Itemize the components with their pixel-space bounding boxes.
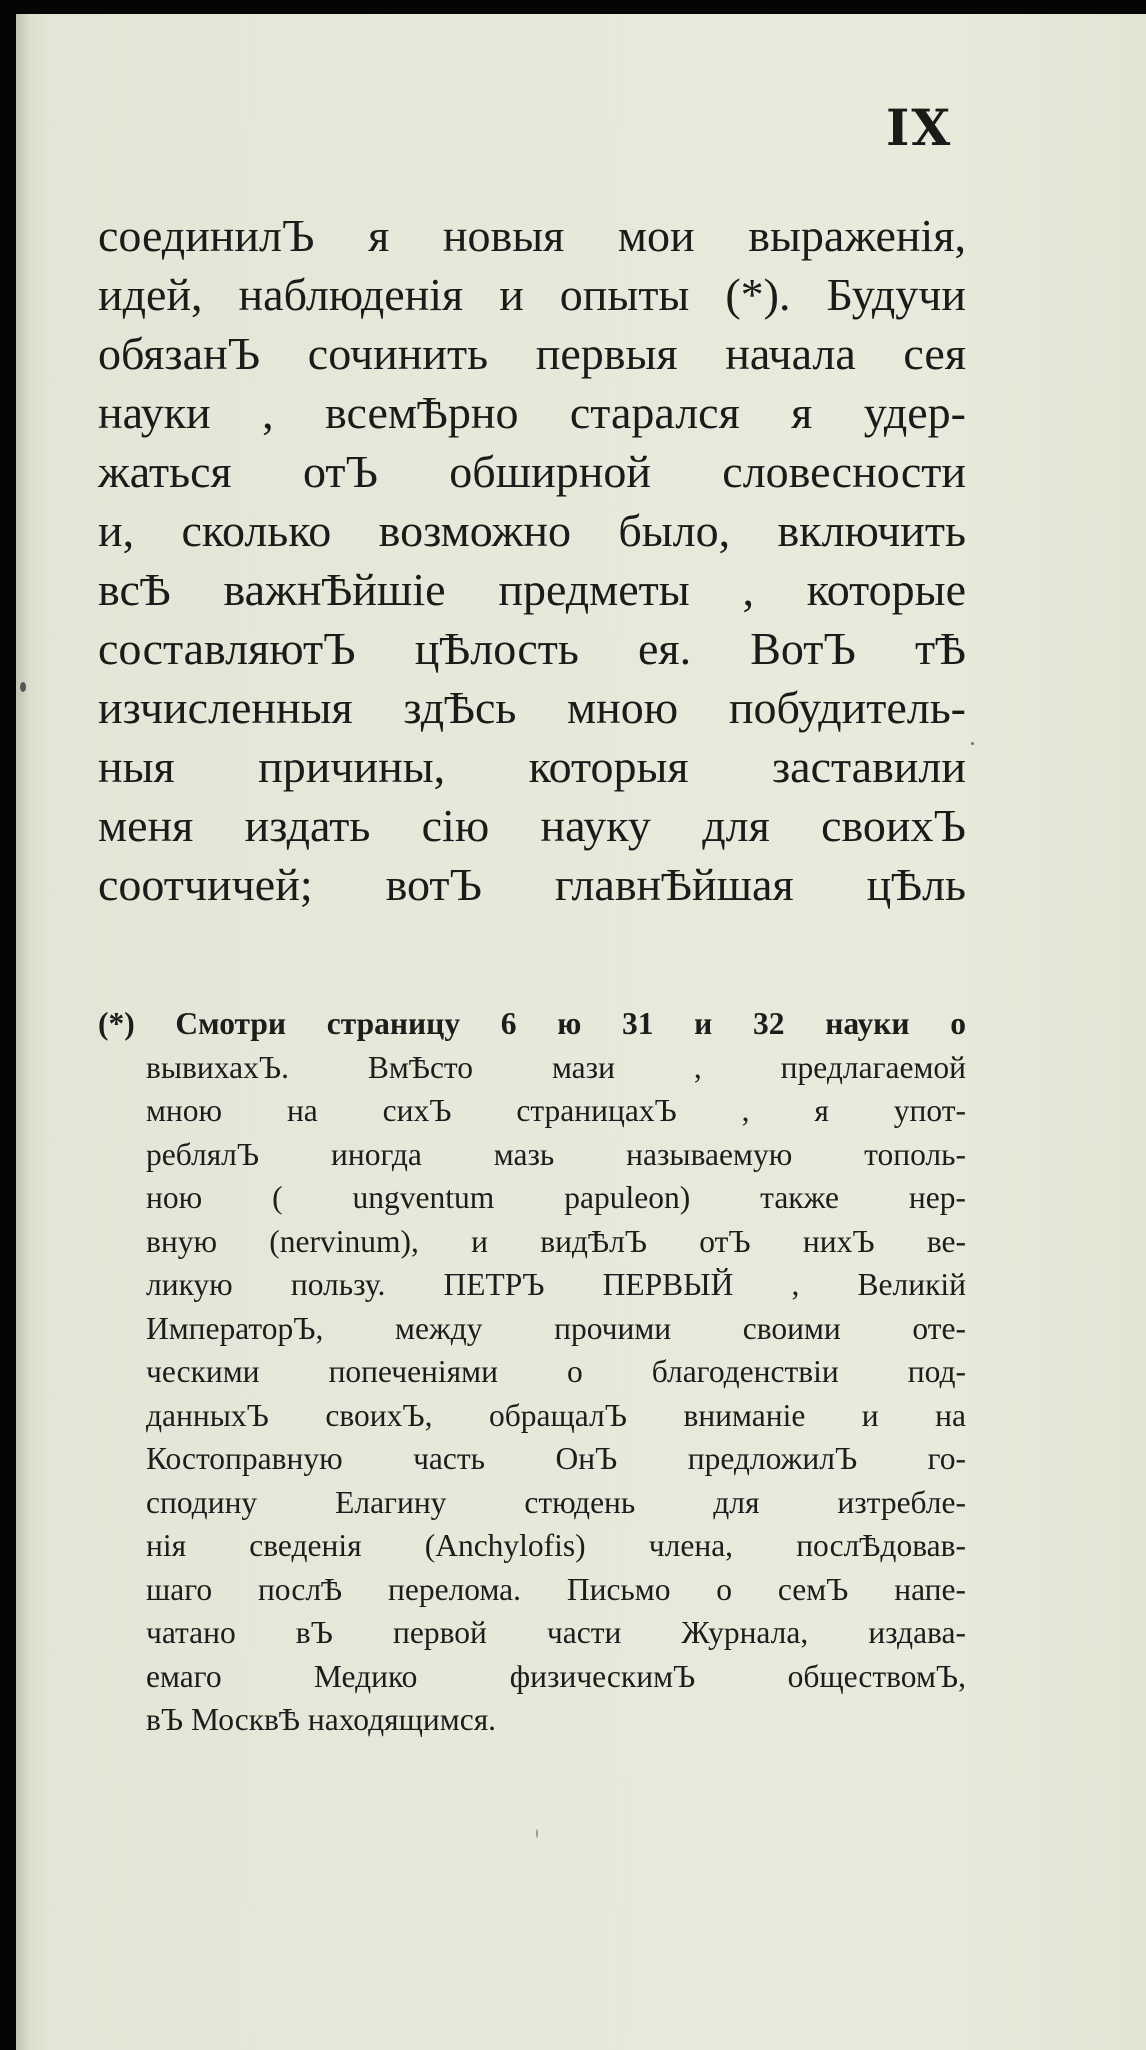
main-text-line: соотчичей; вотЪ главнѢйшая цѢль [98,859,966,910]
main-text-line: жаться отЪ обширной словесности [98,446,966,497]
main-text-line: и, сколько возможно было, включить [98,505,966,556]
footnote-line: вную (nervinum), и видѢлЪ отЪ нихЪ ве- [146,1223,966,1259]
main-text-line: соединилЪ я новыя мои выраженія, [98,210,966,261]
footnote-line: данныхЪ своихЪ, обращалЪ вниманіе и на [146,1397,966,1433]
main-text-line: меня издать сію науку для своихЪ [98,800,966,851]
footnote-line: ликую пользу. ПЕТРЪ ПЕРВЫЙ , Великій [146,1267,966,1302]
footnote-line: емаго Медико физическимЪ обществомЪ, [146,1658,966,1694]
footnote-line: ною ( ungventum papuleon) также нер- [146,1180,966,1215]
footnote-line: чатано вЪ первой части Журнала, издава- [146,1615,966,1650]
paper-speck [20,682,26,692]
footnote-line: вывихахЪ. ВмѢсто мази , предлагаемой [146,1049,966,1085]
paper-speck [971,742,974,745]
footnote-line: (*) Смотри страницу 6 ю 31 и 32 науки о [98,1006,966,1041]
page-number: IX [886,98,953,157]
main-text-line: составляютЪ цѢлость ея. ВотЪ тѢ [98,623,966,674]
main-text-line: науки , всемѢрно старался я удер- [98,387,966,438]
main-text-line: всѢ важнѢйшіе предметы , которые [98,564,966,615]
footnote-line: Костоправную часть ОнЪ предложилЪ го- [146,1441,966,1476]
footnote-line: сподину Елагину стюдень для изтребле- [146,1484,966,1520]
footnote [98,1002,966,1742]
main-text-line: ныя причины, которыя заставили [98,741,966,792]
footnote-line: ИмператорЪ, между прочими своими оте- [146,1310,966,1346]
main-text [98,206,966,914]
paper-speck [536,1829,538,1838]
footnote-line: реблялЪ иногда мазь называемую тополь- [146,1136,966,1172]
main-text-line: обязанЪ сочинить первыя начала сея [98,328,966,379]
footnote-line: ческими попеченіями о благоденствіи под- [146,1354,966,1389]
footnote-line: мною на сихЪ страницахЪ , я упот- [146,1093,966,1128]
main-text-line: идей, наблюденія и опыты (*). Будучи [98,269,966,320]
main-text-line: изчисленныя здѢсь мною побудитель- [98,682,966,733]
footnote-line: нія сведенія (Anchylofis) члена, послѢдовав- [146,1528,966,1563]
book-page [16,14,1146,2050]
footnote-line: вЪ МосквѢ находящимся. [146,1702,497,1737]
footnote-line: шаго послѢ перелома. Письмо о семЪ напе- [146,1571,966,1607]
